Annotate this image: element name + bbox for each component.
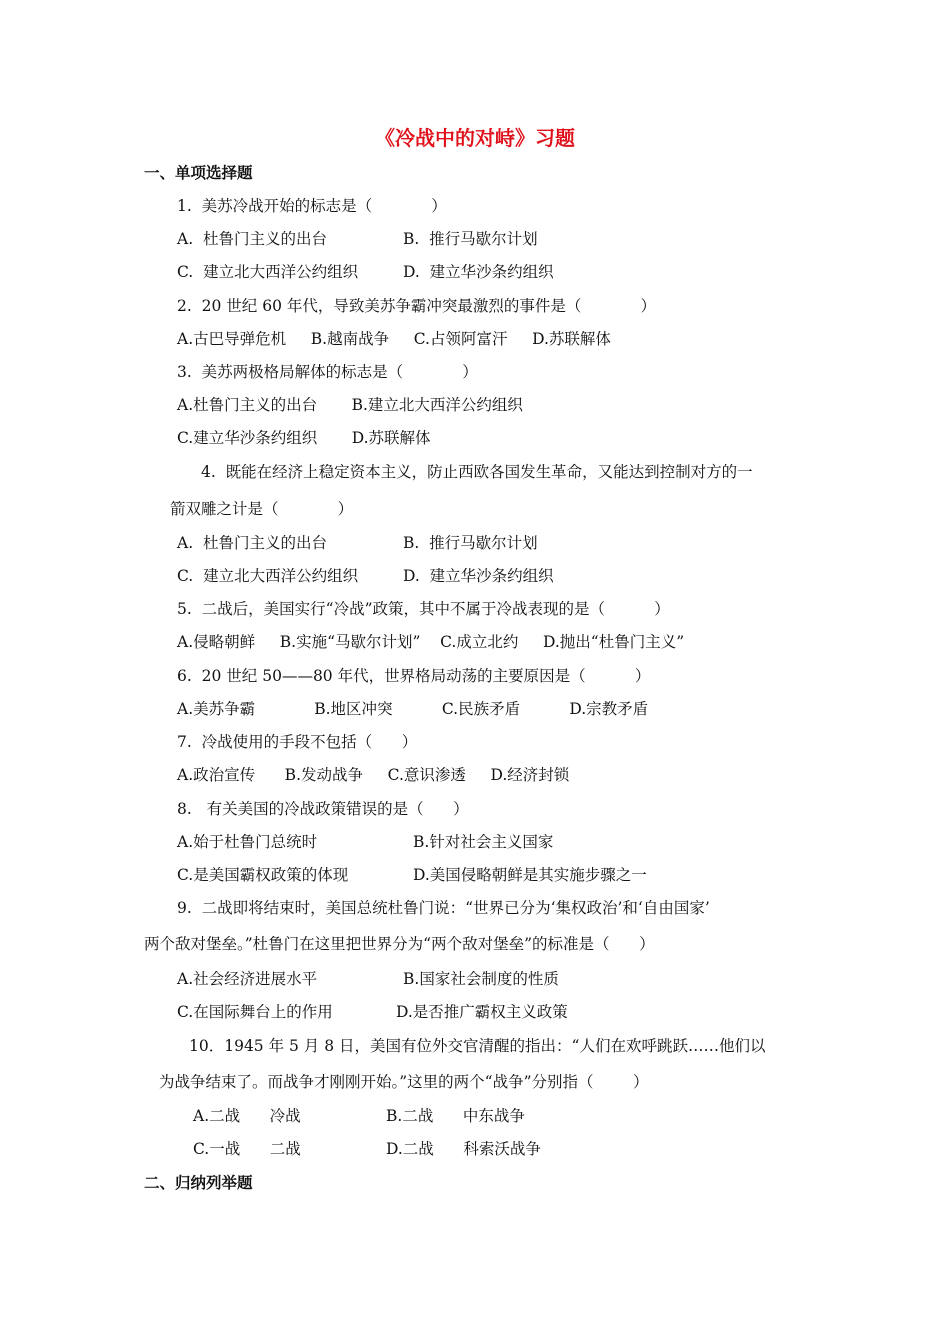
question-9-option-b: B.国家社会制度的性质 bbox=[403, 970, 559, 988]
question-6-stem: 6. 20 世纪 50——80 年代，世界格局动荡的主要原因是（ ） bbox=[177, 667, 651, 685]
question-2-options: A.古巴导弹危机 B.越南战争 C.占领阿富汗 D.苏联解体 bbox=[177, 330, 611, 348]
question-9-option-d: D.是否推广霸权主义政策 bbox=[396, 1003, 568, 1021]
question-10-option-b: B.二战 中东战争 bbox=[386, 1107, 525, 1125]
question-7-stem: 7. 冷战使用的手段不包括（ ） bbox=[177, 733, 418, 751]
question-9-option-c: C.在国际舞台上的作用 bbox=[177, 1003, 333, 1021]
question-4-option-d: D. 建立华沙条约组织 bbox=[403, 567, 554, 585]
question-10-stem-line-1: 10．1945 年 5 月 8 日，美国有位外交官清醒的指出：“人们在欢呼跳跃……他们以 bbox=[189, 1037, 766, 1055]
question-8-option-d: D.美国侵略朝鲜是其实施步骤之一 bbox=[413, 866, 647, 884]
question-6-options: A.美苏争霸 B.地区冲突 C.民族矛盾 D.宗教矛盾 bbox=[177, 700, 649, 718]
question-4-stem-line-2: 箭双雕之计是（ ） bbox=[170, 500, 354, 518]
question-3-options-ab: A.杜鲁门主义的出台 B.建立北大西洋公约组织 bbox=[177, 396, 523, 414]
question-1-option-d: D. 建立华沙条约组织 bbox=[403, 263, 554, 281]
question-9-stem-line-1: 9. 二战即将结束时，美国总统杜鲁门说：“世界已分为‘集权政治’和‘自由国家’ bbox=[177, 899, 710, 917]
question-10-stem-line-2: 为战争结束了。而战争才刚刚开始。”这里的两个“战争”分别指（ ） bbox=[159, 1073, 649, 1091]
section-heading-summary-list: 二、归纳列举题 bbox=[144, 1174, 253, 1192]
question-1-option-a: A. 杜鲁门主义的出台 bbox=[177, 230, 327, 248]
question-2-stem: 2. 20 世纪 60 年代，导致美苏争霸冲突最激烈的事件是（ ） bbox=[177, 297, 656, 315]
question-1-option-b: B. 推行马歇尔计划 bbox=[403, 230, 538, 248]
question-1-stem: 1. 美苏冷战开始的标志是（ ） bbox=[177, 197, 447, 215]
question-8-option-a: A.始于杜鲁门总统时 bbox=[177, 833, 318, 851]
question-4-option-c: C. 建立北大西洋公约组织 bbox=[177, 567, 359, 585]
question-10-option-c: C.一战 二战 bbox=[193, 1140, 301, 1158]
question-9-stem-line-2: 两个敌对堡垒。”杜鲁门在这里把世界分为“两个敌对堡垒”的标准是（ ） bbox=[144, 935, 655, 953]
question-4-option-a: A. 杜鲁门主义的出台 bbox=[177, 534, 327, 552]
question-3-stem: 3. 美苏两极格局解体的标志是（ ） bbox=[177, 363, 478, 381]
question-8-option-b: B.针对社会主义国家 bbox=[413, 833, 554, 851]
question-1-option-c: C. 建立北大西洋公约组织 bbox=[177, 263, 359, 281]
question-8-option-c: C.是美国霸权政策的体现 bbox=[177, 866, 349, 884]
section-heading-single-choice: 一、单项选择题 bbox=[144, 164, 253, 182]
question-4-stem-line-1: 4. 既能在经济上稳定资本主义，防止西欧各国发生革命，又能达到控制对方的一 bbox=[201, 463, 753, 481]
page-title: 《冷战中的对峙》习题 bbox=[375, 126, 575, 150]
question-8-stem: 8. 有关美国的冷战政策错误的是（ ） bbox=[177, 800, 469, 818]
question-3-options-cd: C.建立华沙条约组织 D.苏联解体 bbox=[177, 429, 431, 447]
question-5-options: A.侵略朝鲜 B.实施“马歇尔计划” C.成立北约 D.抛出“杜鲁门主义” bbox=[177, 633, 685, 651]
question-10-option-a: A.二战 冷战 bbox=[193, 1107, 301, 1125]
question-9-option-a: A.社会经济进展水平 bbox=[177, 970, 318, 988]
question-10-option-d: D.二战 科索沃战争 bbox=[386, 1140, 541, 1158]
question-4-option-b: B. 推行马歇尔计划 bbox=[403, 534, 538, 552]
question-7-options: A.政治宣传 B.发动战争 C.意识渗透 D.经济封锁 bbox=[177, 766, 570, 784]
question-5-stem: 5. 二战后，美国实行“冷战”政策，其中不属于冷战表现的是（ ） bbox=[177, 600, 670, 618]
